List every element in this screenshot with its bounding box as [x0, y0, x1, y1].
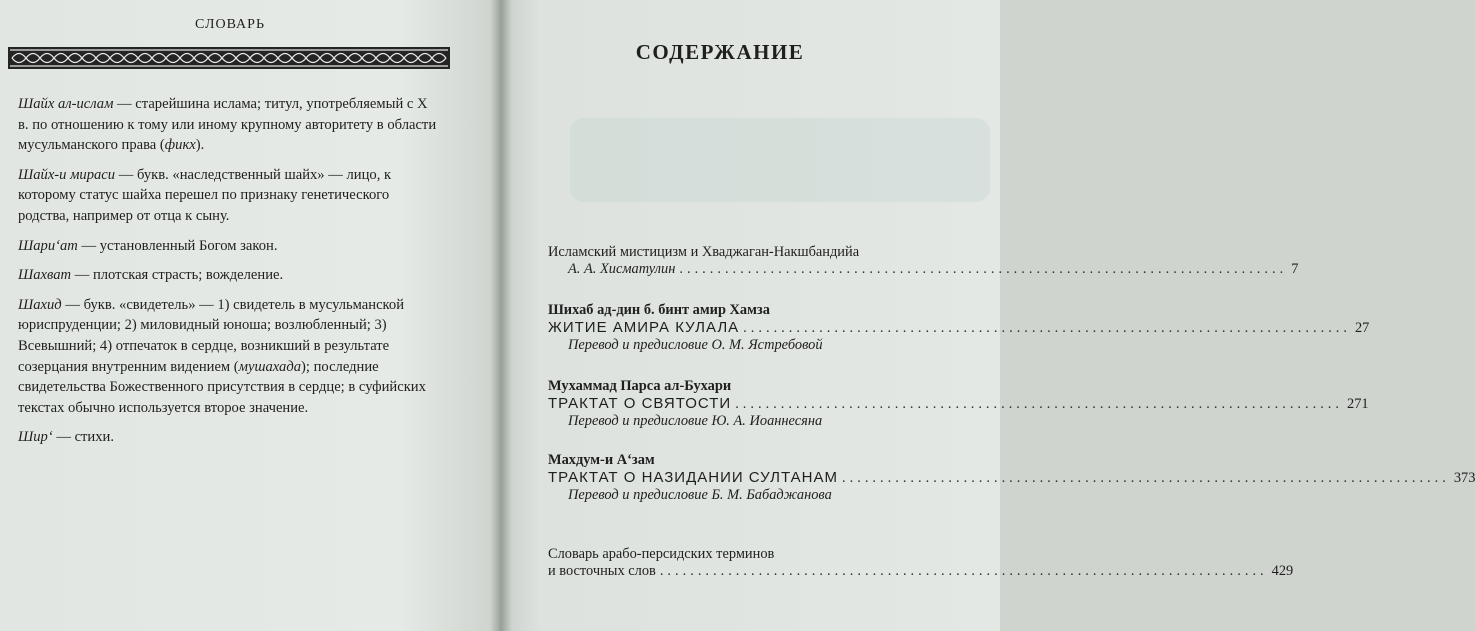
toc-leader: ................................................................................ — [659, 563, 1268, 579]
entry-term: Шир‘ — [18, 429, 53, 446]
toc-translator-row — [548, 487, 1000, 504]
entry-definition: — старейшина ислама; титул, употребляемый с X в. по отношению к тому или иному крупному авторитету в области мусульманского права ( — [18, 96, 437, 154]
toc-author: Мухаммад Парса ал-Бухари — [548, 378, 732, 394]
toc-title: ТРАКТАТ О НАЗИДАНИИ СУЛТАНАМ — [548, 469, 839, 486]
toc-title-row — [548, 244, 1000, 261]
toc-entry — [548, 378, 1369, 430]
contents-title: СОДЕРЖАНИЕ — [635, 40, 805, 64]
toc-author-row — [548, 378, 1000, 395]
glossary-entry — [18, 165, 440, 227]
entry-term-ref: фикх — [164, 137, 196, 154]
toc-author: Шихаб ад-дин б. бинт амир Хамза — [548, 302, 770, 318]
toc-leader: ................................................................................ — [743, 320, 1351, 336]
entry-term: Шахид — [18, 296, 62, 313]
toc-translator: Перевод и предисловие О. М. Ястребовой — [568, 337, 823, 353]
glossary-entry — [18, 94, 440, 156]
book-spine — [490, 0, 512, 631]
toc-author: Махдум-и А‘зам — [548, 452, 655, 468]
toc-entry — [548, 452, 1475, 504]
left-page — [0, 0, 500, 631]
entry-definition: — букв. «свидетель» — 1) свидетель в мусульманской юриспруденции; 2) миловидный юноша; возлюбленный; 3) Всевышний; 4) отпечаток в сердце, возникший в результате созерцания внутренним видением ( — [18, 296, 405, 375]
entry-definition: — букв. «наследственный шайх» — лицо, к которому статус шайха перешел по признаку генетического родства, например от отца к сыну. — [18, 166, 392, 224]
show-through-watermark — [570, 118, 990, 202]
entry-definition: — стихи. — [52, 429, 114, 446]
glossary-entry — [18, 236, 440, 257]
entry-term: Шари‘ат — [18, 237, 78, 254]
toc-author-row — [548, 452, 1000, 469]
toc-author-row — [548, 261, 1299, 278]
toc-appendix-line — [548, 546, 1000, 563]
toc-author-row — [548, 302, 1000, 319]
glossary-entries — [18, 94, 440, 457]
toc-leader: ................................................................................ — [842, 470, 1450, 486]
entry-tail: ); последние свидетельства Божественного присутствия в сердце; в суфийских текстах обычно используется второе значение. — [18, 358, 426, 416]
toc-appendix — [548, 546, 1294, 580]
toc-entry — [548, 302, 1370, 354]
entry-term: Шайх ал-ислам — [18, 96, 114, 112]
entry-term: Шахват — [18, 267, 72, 284]
entry-term-ref: мушахада — [238, 358, 302, 375]
toc-title-row — [548, 395, 1369, 413]
glossary-entry — [18, 265, 440, 286]
toc-entry — [548, 244, 1299, 278]
toc-leader: ................................................................................ — [679, 261, 1288, 277]
toc-page-number: 7 — [1291, 261, 1299, 277]
toc-appendix-title-cont: и восточных слов — [548, 563, 656, 579]
toc-appendix-line — [548, 563, 1294, 580]
entry-definition: — плотская страсть; вожделение. — [71, 267, 284, 284]
ornament-band — [8, 44, 450, 72]
toc-title-row — [548, 469, 1475, 487]
entry-tail: ). — [195, 137, 205, 154]
toc-title-row — [548, 319, 1370, 337]
toc-page-number: 271 — [1347, 396, 1369, 412]
running-header: СЛОВАРЬ — [195, 17, 265, 32]
toc-title: Исламский мистицизм и Хваджаган-Накшбандийа — [548, 244, 860, 260]
entry-definition: — установленный Богом закон. — [77, 237, 278, 254]
toc-translator-row — [548, 413, 1000, 430]
toc-appendix-title: Словарь арабо-персидских терминов — [548, 546, 775, 562]
toc-page-number: 429 — [1271, 563, 1294, 579]
glossary-entry — [18, 427, 440, 448]
toc-page-number: 373 — [1453, 470, 1475, 486]
toc-title: ТРАКТАТ О СВЯТОСТИ — [548, 395, 732, 412]
toc-author: А. А. Хисматулин — [568, 261, 676, 277]
toc-translator-row — [548, 337, 1000, 354]
toc-page-number: 27 — [1354, 320, 1370, 336]
toc-title: ЖИТИЕ АМИРА КУЛАЛА — [548, 319, 740, 336]
toc-translator: Перевод и предисловие Ю. А. Иоаннесяна — [568, 413, 823, 429]
entry-term: Шайх-и мираси — [18, 166, 116, 183]
toc-translator: Перевод и предисловие Б. М. Бабаджанова — [568, 487, 832, 503]
glossary-entry — [18, 295, 440, 419]
toc-leader: ................................................................................ — [735, 396, 1343, 412]
